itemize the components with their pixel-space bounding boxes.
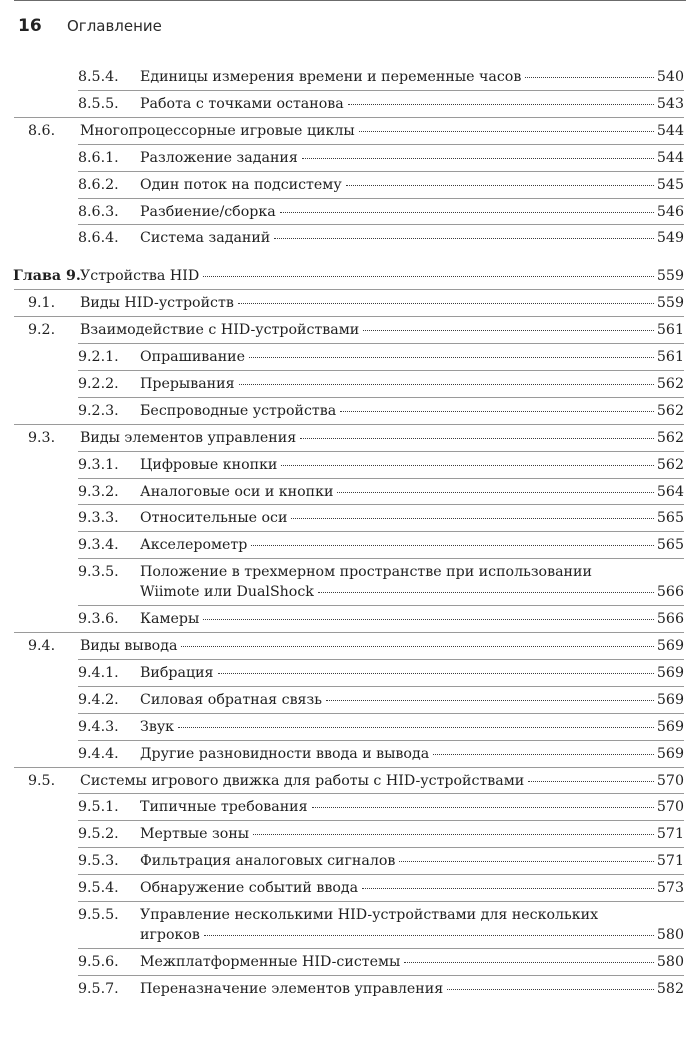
separator-rule [78, 478, 684, 479]
toc-entry[interactable] [0, 561, 700, 605]
toc-entry-title: Акселерометр [140, 537, 248, 554]
leader-dots [525, 76, 654, 78]
toc-entry[interactable] [0, 93, 700, 115]
toc-entry-number: 9.3.3. [78, 510, 119, 527]
leader-dots [239, 383, 654, 385]
toc-entry-title: Взаимодействие с HID-устройствами [80, 322, 360, 339]
separator-rule [78, 370, 684, 371]
leader-dots [340, 410, 654, 412]
separator-rule [78, 504, 684, 505]
toc-entry[interactable] [0, 400, 700, 422]
page-number: 16 [18, 16, 42, 36]
toc-entry[interactable] [0, 147, 700, 169]
toc-entry-line [80, 265, 684, 287]
separator-rule [78, 451, 684, 452]
leader-dots [218, 672, 655, 674]
toc-entry-number: 9.5.2. [78, 826, 119, 843]
toc-entry[interactable] [0, 346, 700, 368]
toc-entry-number: 9.5.4. [78, 880, 119, 897]
leader-dots [302, 157, 654, 159]
toc-entry[interactable] [0, 951, 700, 973]
toc-entry-title: Цифровые кнопки [140, 456, 278, 473]
toc-entry-number: 8.5.5. [78, 95, 119, 112]
leader-dots [404, 961, 654, 963]
separator-rule [78, 740, 684, 741]
toc-entry-line [140, 877, 684, 899]
toc-entry-title: Виды элементов управления [80, 429, 297, 446]
toc-entry-line [140, 534, 684, 556]
toc-entry-number: Глава 9. [13, 268, 81, 285]
toc-entry-line [80, 427, 684, 449]
separator-rule [14, 316, 684, 317]
toc-entry-page: 571 [656, 853, 684, 870]
toc-entry-number: 9.5.7. [78, 980, 119, 997]
toc-entry-page: 571 [656, 826, 684, 843]
toc-entry[interactable] [0, 743, 700, 765]
toc-entry-line [140, 373, 684, 395]
toc-entry[interactable] [0, 689, 700, 711]
toc-entry-number: 8.6.3. [78, 203, 119, 220]
toc-entry-number: 8.5.4. [78, 69, 119, 85]
leader-dots [346, 184, 654, 186]
toc-entry-line [140, 227, 684, 249]
toc-entry-line [140, 201, 684, 223]
separator-rule [78, 531, 684, 532]
toc-entry-page: 559 [656, 295, 684, 312]
leader-dots [318, 591, 654, 593]
toc-entry-title: Виды HID-устройств [80, 295, 234, 312]
toc-entry[interactable] [0, 796, 700, 818]
toc-entry-title: Другие разновидности ввода и вывода [140, 745, 430, 762]
toc-entry-number: 9.3.4. [78, 537, 119, 554]
separator-rule [78, 847, 684, 848]
toc-entry-number: 8.6.2. [78, 176, 119, 193]
toc-entry[interactable] [0, 227, 700, 249]
leader-dots [433, 753, 654, 755]
leader-dots [399, 860, 654, 862]
toc-entry-title: Камеры [140, 611, 200, 628]
toc-entry-line [80, 120, 684, 142]
toc-entry-page: 569 [656, 638, 684, 654]
toc-entry[interactable] [0, 319, 700, 341]
toc-entry-line [80, 635, 684, 657]
page-header [14, 0, 686, 41]
toc-entry-number: 9.2.3. [78, 402, 119, 419]
toc-entry-page: 543 [656, 95, 684, 112]
toc-entry-title: Беспроводные устройства [140, 402, 337, 419]
leader-dots [291, 517, 654, 519]
toc-entry-page: 540 [656, 69, 684, 85]
separator-rule [78, 605, 684, 606]
leader-dots [312, 806, 654, 808]
toc-entry-line [80, 292, 684, 314]
toc-entry-page: 566 [656, 611, 684, 628]
toc-entry-title: Система заданий [140, 230, 271, 247]
toc-entry-line [140, 66, 684, 88]
toc-entry-page: 565 [656, 537, 684, 554]
toc-entry-page: 562 [656, 429, 684, 446]
toc-entry-line [140, 93, 684, 115]
leader-dots [249, 356, 654, 358]
toc-entry-number: 9.5.6. [78, 953, 119, 970]
toc-entry-line [80, 770, 684, 792]
toc-entry-title: Типичные требования [140, 799, 308, 816]
leader-dots [203, 618, 654, 620]
separator-rule [78, 198, 684, 199]
toc-entry-number: 9.3.2. [78, 483, 119, 500]
separator-rule [78, 659, 684, 660]
toc-entry[interactable] [0, 534, 700, 556]
toc-entry-title: Аналоговые оси и кнопки [140, 483, 334, 500]
toc-entry-title: Силовая обратная связь [140, 691, 322, 708]
leader-dots [363, 329, 654, 331]
toc-entry-page: 544 [656, 149, 684, 166]
separator-rule [78, 224, 684, 225]
separator-rule [78, 793, 684, 794]
leader-dots [203, 275, 654, 277]
toc-entry-line [140, 850, 684, 872]
leader-dots [253, 833, 654, 835]
toc-entry-line [140, 346, 684, 368]
toc-entry-line [80, 319, 684, 341]
toc-entry[interactable] [0, 292, 700, 314]
separator-rule [14, 117, 684, 118]
separator-rule [14, 289, 684, 290]
toc-entry-line [140, 978, 684, 1000]
toc-entry[interactable] [0, 66, 700, 88]
toc-entry[interactable] [0, 608, 700, 630]
separator-rule [14, 632, 684, 633]
separator-rule [14, 767, 684, 768]
toc-entry[interactable] [0, 635, 700, 657]
toc-entry[interactable] [0, 877, 700, 899]
toc-entry-page: 570 [656, 772, 684, 789]
toc-entry[interactable] [0, 507, 700, 529]
toc-entry-page: 582 [656, 980, 684, 997]
toc-entry-title: игроков [140, 927, 200, 943]
toc-entry-title: Относительные оси [140, 510, 288, 527]
leader-dots [181, 645, 654, 647]
toc-entry-number: 8.6.1. [78, 149, 119, 166]
leader-dots [274, 237, 654, 239]
toc-entry-line [140, 147, 684, 169]
separator-rule [78, 975, 684, 976]
toc-entry-page: 569 [656, 664, 684, 681]
toc-entry-line [140, 716, 684, 738]
toc-entry-title: Виды вывода [80, 638, 178, 654]
separator-rule [78, 397, 684, 398]
toc-entry-title: Разложение задания [140, 149, 298, 166]
toc-entry-page: 546 [656, 203, 684, 220]
toc-entry-number: 9.3.6. [78, 611, 119, 628]
toc-entry[interactable] [0, 481, 700, 503]
toc-entry-page: 573 [656, 880, 684, 897]
separator-rule [78, 686, 684, 687]
toc-entry-page: 562 [656, 402, 684, 419]
toc-entry-page: 569 [656, 718, 684, 735]
toc-entry-number: 9.2.1. [78, 349, 119, 365]
running-title: Оглавление [67, 17, 162, 35]
toc-entry-number: 8.6. [28, 122, 56, 139]
leader-dots [280, 211, 654, 213]
toc-entry-title: Фильтрация аналоговых сигналов [140, 853, 396, 870]
leader-dots [528, 780, 654, 782]
separator-rule [78, 144, 684, 145]
leader-dots [238, 302, 654, 304]
toc-entry-page: 549 [656, 230, 684, 247]
toc-entry-number: 9.1. [28, 295, 56, 312]
toc-entry-line [140, 689, 684, 711]
leader-dots [359, 130, 654, 132]
toc-entry-title: Wiimote или DualShock [140, 584, 314, 601]
separator-rule [78, 343, 684, 344]
toc-entry-title: Работа с точками останова [140, 95, 344, 112]
toc-entry-number: 9.4.4. [78, 745, 119, 762]
toc-entry-line [140, 608, 684, 630]
toc-entry-number: 9.2. [28, 322, 56, 339]
toc-entry-title: Разбиение/сборка [140, 203, 276, 220]
toc-entry-title: Вибрация [140, 664, 214, 681]
toc-entry-title-line1: Управление несколькими HID-устройствами для нескольких [140, 907, 599, 923]
toc-entry-title: Системы игрового движка для работы с HID-устройствами [80, 772, 525, 789]
toc-entry-number: 9.5.1. [78, 799, 119, 816]
separator-rule [14, 424, 684, 425]
leader-dots [447, 988, 654, 990]
toc-entry[interactable] [0, 770, 700, 792]
toc-entry-number: 9.5. [28, 772, 56, 789]
toc-entry-line [140, 400, 684, 422]
toc-entry-page: 569 [656, 745, 684, 762]
toc-entry-line [140, 481, 684, 503]
toc-entry-title: Единицы измерения времени и переменные часов [140, 69, 522, 85]
toc-entry-line [140, 743, 684, 765]
toc-entry-title: Прерывания [140, 375, 235, 392]
toc-entry-number: 9.5.3. [78, 853, 119, 870]
separator-rule [78, 90, 684, 91]
toc-entry-number: 9.4.3. [78, 718, 119, 735]
toc-entry-number: 9.3.5. [78, 564, 119, 581]
toc-entry-page: 561 [656, 349, 684, 365]
toc-entry-page: 559 [656, 268, 684, 285]
toc-entry-line [140, 507, 684, 529]
toc-entry-line [140, 823, 684, 845]
toc-entry-page: 545 [656, 176, 684, 193]
toc-entry[interactable] [0, 662, 700, 684]
toc-entry-number: 9.4.2. [78, 691, 119, 708]
toc-entry-title: Многопроцессорные игровые циклы [80, 122, 355, 139]
toc-entry[interactable] [0, 978, 700, 1000]
leader-dots [281, 464, 654, 466]
toc-entry-page: 580 [656, 953, 684, 970]
leader-dots [326, 699, 654, 701]
toc-entry-number: 9.3. [28, 429, 56, 446]
toc-entry-title-line1: Положение в трехмерном пространстве при использовании [140, 564, 592, 581]
separator-rule [78, 171, 684, 172]
toc-chapter-entry[interactable] [0, 265, 700, 287]
toc-entry[interactable] [0, 174, 700, 196]
toc-entry-page: 561 [656, 322, 684, 339]
toc-entry-line [140, 662, 684, 684]
toc-entry-number: 9.5.5. [78, 907, 119, 923]
toc-entry-page: 544 [656, 122, 684, 139]
toc-entry-page: 562 [656, 456, 684, 473]
toc-entry-page: 565 [656, 510, 684, 527]
toc-entry-title: Один поток на подсистему [140, 176, 342, 193]
toc-entry-line [140, 581, 684, 603]
leader-dots [337, 491, 654, 493]
toc-entry[interactable] [0, 427, 700, 449]
toc-entry-title: Устройства HID [80, 268, 200, 285]
toc-entry-number: 9.3.1. [78, 456, 119, 473]
leader-dots [204, 934, 654, 936]
toc-entry[interactable] [0, 373, 700, 395]
toc-entry-line [140, 951, 684, 973]
toc-entry-line [140, 924, 684, 946]
leader-dots [178, 726, 654, 728]
toc-entry-page: 564 [656, 483, 684, 500]
toc-entry-title: Обнаружение событий ввода [140, 880, 359, 897]
toc-entry[interactable] [0, 850, 700, 872]
separator-rule [78, 820, 684, 821]
leader-dots [348, 103, 654, 105]
toc-entry-title: Звук [140, 718, 175, 735]
toc-entry-number: 9.2.2. [78, 375, 119, 392]
toc-entry[interactable] [0, 454, 700, 476]
toc-entry-title: Переназначение элементов управления [140, 980, 444, 997]
separator-rule [78, 558, 684, 559]
toc-entry[interactable] [0, 904, 700, 948]
toc-entry-page: 580 [656, 927, 684, 943]
separator-rule [78, 948, 684, 949]
toc-entry-line [140, 796, 684, 818]
toc-entry[interactable] [0, 823, 700, 845]
toc-entry-number: 9.4. [28, 638, 56, 654]
toc-entry[interactable] [0, 716, 700, 738]
toc-entry-title: Мертвые зоны [140, 826, 250, 843]
toc-entry-page: 566 [656, 584, 684, 601]
toc-entry-title: Опрашивание [140, 349, 246, 365]
separator-rule [78, 901, 684, 902]
leader-dots [362, 887, 654, 889]
toc-entry-number: 9.4.1. [78, 664, 119, 681]
toc-entry-line [140, 454, 684, 476]
separator-rule [78, 713, 684, 714]
toc-entry-title: Межплатформенные HID-системы [140, 953, 401, 970]
toc-entry-line [140, 174, 684, 196]
toc-entry[interactable] [0, 201, 700, 223]
leader-dots [300, 437, 654, 439]
toc-entry[interactable] [0, 120, 700, 142]
toc-entry-page: 569 [656, 691, 684, 708]
toc-entry-page: 570 [656, 799, 684, 816]
toc-entry-page: 562 [656, 375, 684, 392]
leader-dots [251, 544, 654, 546]
toc-entry-number: 8.6.4. [78, 230, 119, 247]
separator-rule [78, 874, 684, 875]
